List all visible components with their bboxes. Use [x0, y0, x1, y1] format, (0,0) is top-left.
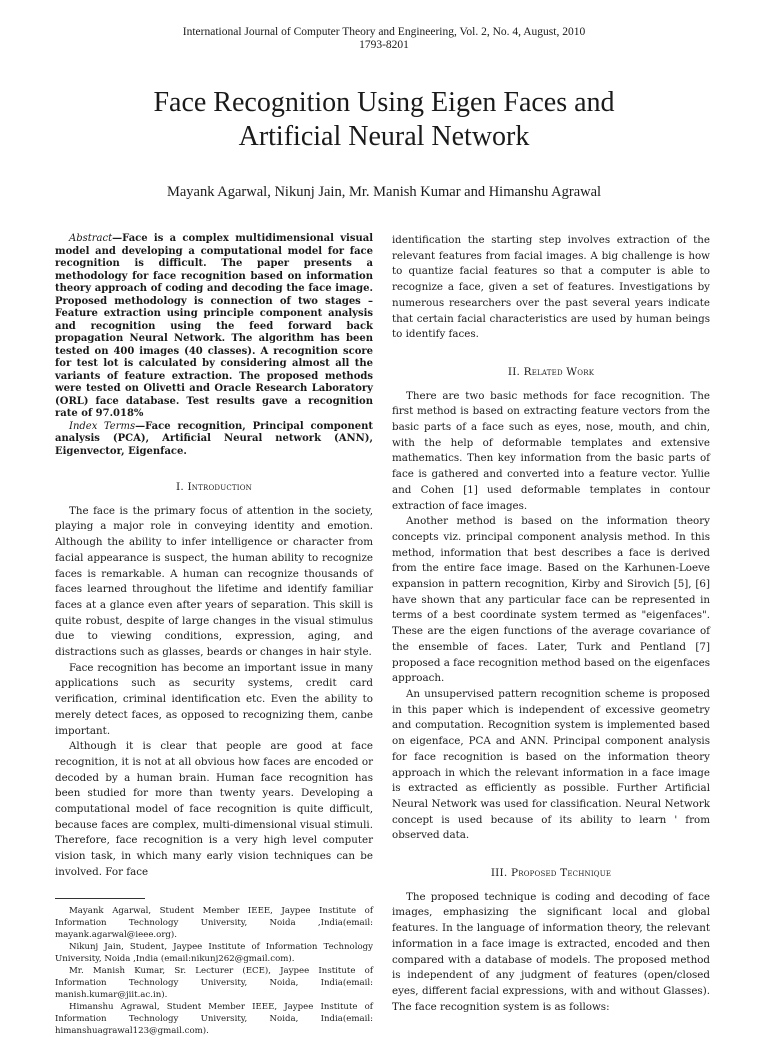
intro-continued-paragraph: identification the starting step involves extraction of the relevant features from facial images. A big challenge is how to quantize facial features so that a computer is able to recognize a face, given a set of features. Investigations by numerous researchers over the past several years indicate that certain facial characteristics are used by human beings to identify faces.: [392, 234, 710, 341]
paper-title: [40, 86, 728, 154]
footnote-divider: [55, 898, 145, 899]
section-number: III.: [490, 867, 508, 880]
index-terms-lead: Index Terms: [69, 420, 136, 432]
journal-header: [0, 26, 768, 52]
section-number: II.: [507, 365, 521, 378]
index-terms: [55, 421, 373, 459]
footnote-author-4: Himanshu Agrawal, Student Member IEEE, Jaypee Institute of Information Technology University, Noida, India(email: himanshuagrawal123@gmail.com).: [55, 1001, 373, 1036]
title-line-2: Artificial Neural Network: [238, 121, 530, 152]
footnote-author-2: Nikunj Jain, Student, Jaypee Institute of Information Technology University, Noida ,India (email:nikunj262@gmail.com).: [55, 941, 373, 964]
title-line-1: Face Recognition Using Eigen Faces and: [153, 87, 615, 118]
abstract: [55, 233, 373, 421]
section-heading-related-work: [392, 365, 710, 381]
section-heading-proposed-technique: [392, 866, 710, 882]
related-paragraph-1: There are two basic methods for face recognition. The first method is based on extracting feature vectors from the basic parts of a face such as eyes, nose, mouth, and chin, with the help of deformable templates and extensive mathematics. Then key information from the basic parts of face is gathered and converted into a feature vector. Yullie and Cohen [1] used deformable templates in contour extraction of face images.: [392, 389, 710, 512]
left-column: [55, 233, 373, 1037]
right-column: [392, 233, 710, 1015]
section-title: Proposed Technique: [510, 867, 612, 880]
proposed-paragraph-1: The proposed technique is coding and decoding of face images, emphasizing the significant local and global features. In the language of information theory, the relevant information in a face image is extracted, encoded and then compared with a database of models. The proposed method is independent of any judgment of features (open/closed eyes, different facial expressions, with and without Glasses). The face recognition system is as follows:: [392, 890, 710, 1013]
section-title: Related Work: [523, 365, 595, 378]
related-paragraph-3: An unsupervised pattern recognition scheme is proposed in this paper which is independent of excessive geometry and computation. Recognition system is implemented based on eigenface, PCA and ANN. Principal component analysis for face recognition is based on the information theory approach in which the relevant information in a face image is extracted as efficiently as possible. Further Artificial Neural Network was used for classification. Neural Network concept is used because of its ability to learn ' from observed data.: [392, 687, 710, 842]
author-list: Mayank Agarwal, Nikunj Jain, Mr. Manish Kumar and Himanshu Agrawal: [166, 184, 602, 200]
intro-paragraph-1: The face is the primary focus of attention in the society, playing a major role in conveying identity and emotion. Although the ability to infer intelligence or character from facial appearance is suspect, the human ability to recognize faces is remarkable. A human can recognize thousands of faces learned throughout the lifetime and identify familiar faces at a glance even after years of separation. This skill is quite robust, despite of large changes in the visual stimulus due to viewing conditions, expression, aging, and distractions such as glasses, beards or changes in hair style.: [55, 504, 373, 659]
index-terms-text: —Face recognition, Principal component analysis (PCA), Artificial Neural network (ANN), Eigenvector, Eigenface.: [55, 420, 373, 457]
journal-citation: International Journal of Computer Theory and Engineering, Vol. 2, No. 4, August, 2010: [182, 26, 586, 38]
abstract-lead: Abstract: [69, 233, 113, 244]
section-number: I.: [176, 481, 184, 493]
journal-issn: 1793-8201: [359, 39, 409, 51]
footnote-author-3: Mr. Manish Kumar, Sr. Lecturer (ECE), Jaypee Institute of Information Technology University, Noida, India(email: manish.kumar@jiit.ac.in).: [55, 965, 373, 1000]
related-paragraph-2: Another method is based on the information theory concepts viz. principal component analysis method. In this method, information that best describes a face is derived from the entire face image. Based on the Karhunen-Loeve expansion in pattern recognition, Kirby and Sirovich [5], [6] have shown that any particular face can be represented in terms of a best coordinate system termed as "eigenfaces". These are the eigen functions of the average covariance of the ensemble of faces. Later, Turk and Pentland [7] proposed a face recognition method based on the eigenfaces approach.: [392, 515, 710, 685]
section-title: Introduction: [187, 481, 252, 493]
section-heading-introduction: [55, 480, 373, 496]
intro-paragraph-3: Although it is clear that people are good at face recognition, it is not at all obvious how faces are encoded or decoded by a human brain. Human face recognition has been studied for more than twenty years. Developing a computational model of face recognition is quite difficult, because faces are complex, multi-dimensional visual stimuli. Therefore, face recognition is a very high level computer vision task, in which many early vision techniques can be involved. For face: [55, 740, 373, 878]
footnote-author-1: Mayank Agarwal, Student Member IEEE, Jaypee Institute of Information Technology University, Noida ,India(email: mayank.agarwal@ieee.org).: [55, 905, 373, 940]
intro-paragraph-2: Face recognition has become an important issue in many applications such as security systems, credit card verification, criminal identification etc. Even the ability to merely detect faces, as opposed to recognizing them, canbe important.: [55, 661, 373, 737]
abstract-text: —Face is a complex multidimensional visual model and developing a computational model for face recognition is difficult. The paper presents a methodology for face recognition based on information theory approach of coding and decoding the face image. Proposed methodology is connection of two stages – Feature extraction using principle component analysis and recognition using the feed forward back propagation Neural Network. The algorithm has been tested on 400 images (40 classes). A recognition score for test lot is calculated by considering almost all the variants of feature extraction. The proposed methods were tested on Olivetti and Oracle Research Laboratory (ORL) face database. Test results gave a recognition rate of 97.018%: [55, 233, 373, 419]
